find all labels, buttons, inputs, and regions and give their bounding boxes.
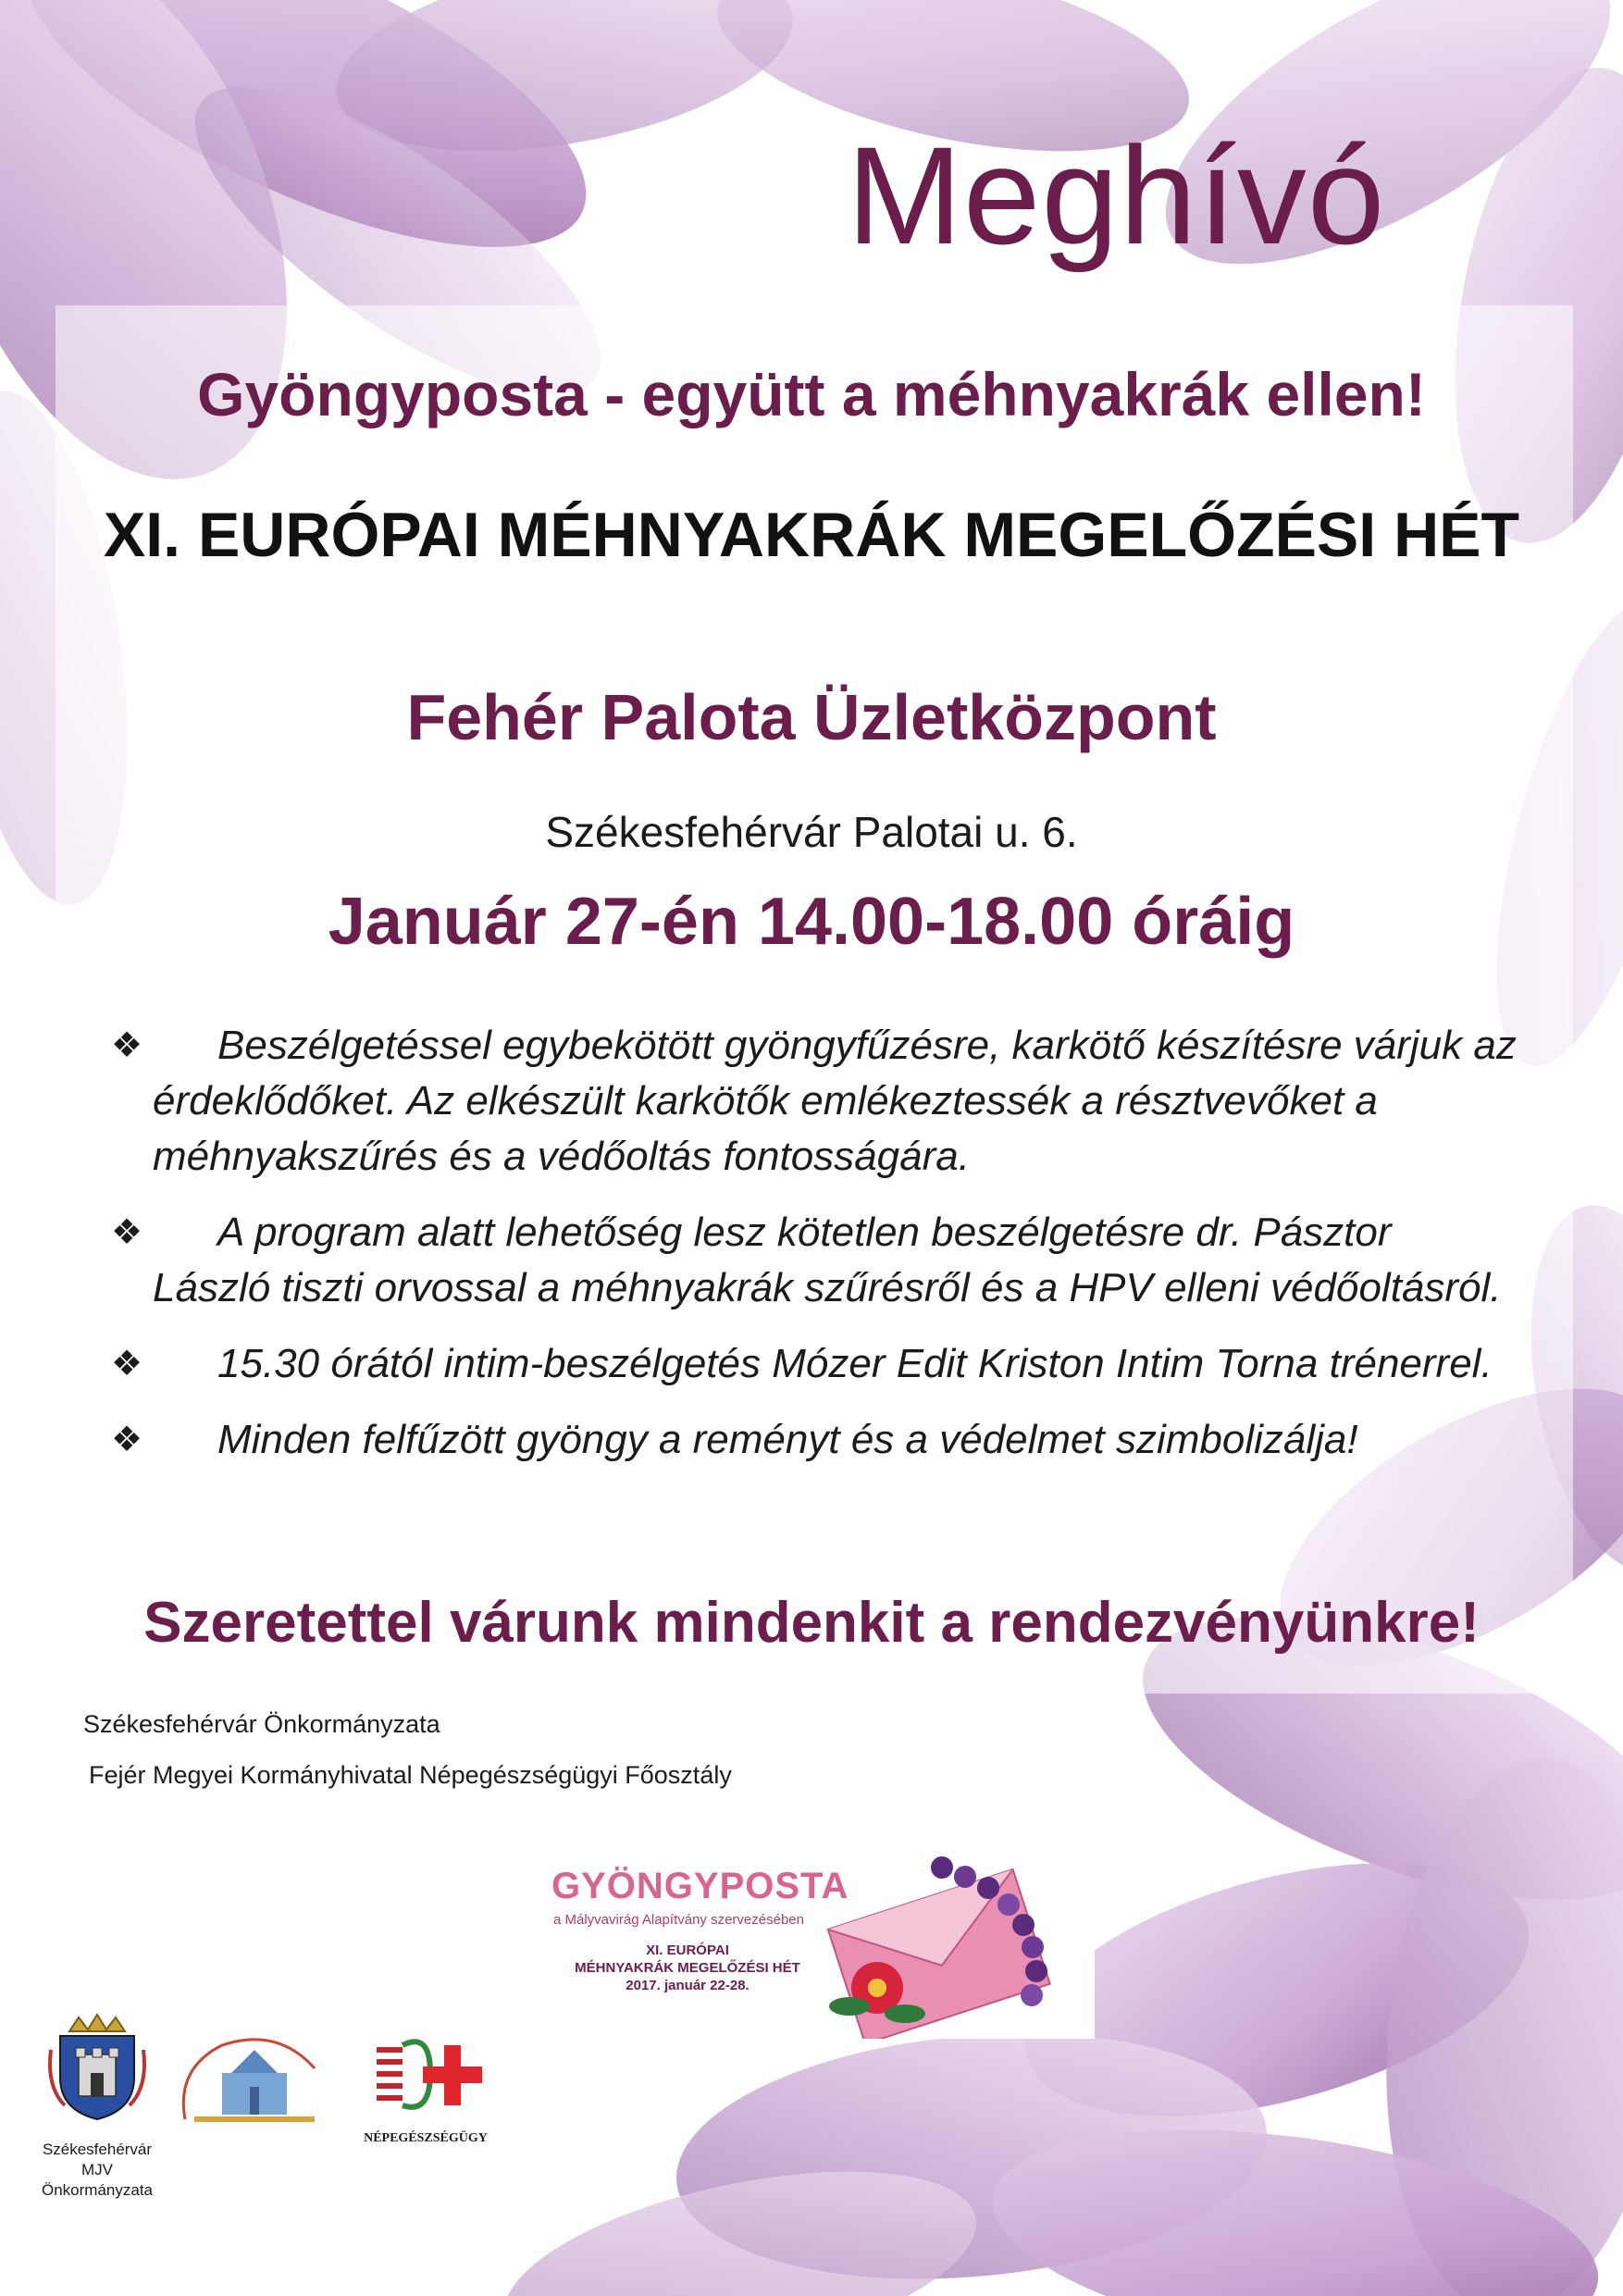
city-logo-caption [28,2140,167,2201]
closing-invitation: Szeretettel várunk mindenkit a rendezvényünkre! [143,1591,1480,1655]
city-coat-of-arms-icon [46,2013,148,2124]
caption-line: Székesfehérvár [42,2141,153,2158]
organizer-city: Székesfehérvár Önkormányzata [83,1710,440,1738]
venue-address: Székesfehérvár Palotai u. 6. [545,808,1078,856]
campaign-event [553,1942,822,1994]
campaign-event-dates: 2017. január 22-28. [626,1978,750,1993]
caption-line: MJV [81,2161,113,2178]
public-health-cross-icon [365,2027,495,2128]
diamond-bullet-icon: ❖ [111,1345,143,1384]
list-item-text: Minden felfűzött gyöngy a reményt és a védelmet szimbolizálja! [217,1417,1358,1462]
envelope-beads-icon [803,1849,1095,2039]
list-item-text: A program alatt lehetőség lesz kötetlen beszélgetésre dr. Pásztor László tiszti orvossal a méhnyakrák szűrésről és a HPV elleni védőoltásról. [153,1210,1502,1310]
event-date-time: Január 27-én 14.00-18.00 óráig [328,885,1295,959]
campaign-event-line: XI. EURÓPAI [646,1942,729,1958]
list-item [111,1018,1518,1185]
campaign-brand: GYÖNGYPOSTA [551,1866,849,1906]
venue-name: Fehér Palota Üzletközpont [406,681,1217,753]
list-item-text: 15.30 órától intim-beszélgetés Mózer Edit Kriston Intim Torna trénerrel. [217,1341,1493,1386]
campaign-subtitle: a Mályvavirág Alapítvány szervezésében [553,1912,804,1928]
caption-line: Önkormányzata [42,2181,153,2199]
event-name: XI. EURÓPAI MÉHNYAKRÁK MEGELŐZÉSI HÉT [103,500,1520,570]
list-item [111,1412,1518,1468]
organizer-health-office: Fejér Megyei Kormányhivatal Népegészségügyi Főosztály [89,1761,732,1789]
public-health-caption: NÉPEGÉSZSÉGÜGY [364,2131,488,2145]
diamond-bullet-icon: ❖ [111,1213,143,1252]
campaign-slogan: Gyöngyposta - együtt a méhnyakrák ellen! [197,360,1426,428]
campaign-event-line: MÉHNYAKRÁK MEGELŐZÉSI HÉT [575,1960,800,1976]
diamond-bullet-icon: ❖ [111,1421,143,1459]
list-item [111,1336,1518,1392]
healthy-cities-logo-icon [176,2031,324,2133]
program-list [111,1018,1518,1488]
diamond-bullet-icon: ❖ [111,1026,143,1065]
invitation-title: Meghívó [847,118,1386,273]
gyongyposta-campaign-card [535,1849,1095,2039]
list-item [111,1205,1518,1316]
list-item-text: Beszélgetéssel egybekötött gyöngyfűzésre, karkötő készítésre várjuk az érdeklődőket. Az elkészült karkötők emlékeztessék a résztvevőket a méhnyakszűrés és a védőoltás fontosságára. [153,1023,1517,1179]
